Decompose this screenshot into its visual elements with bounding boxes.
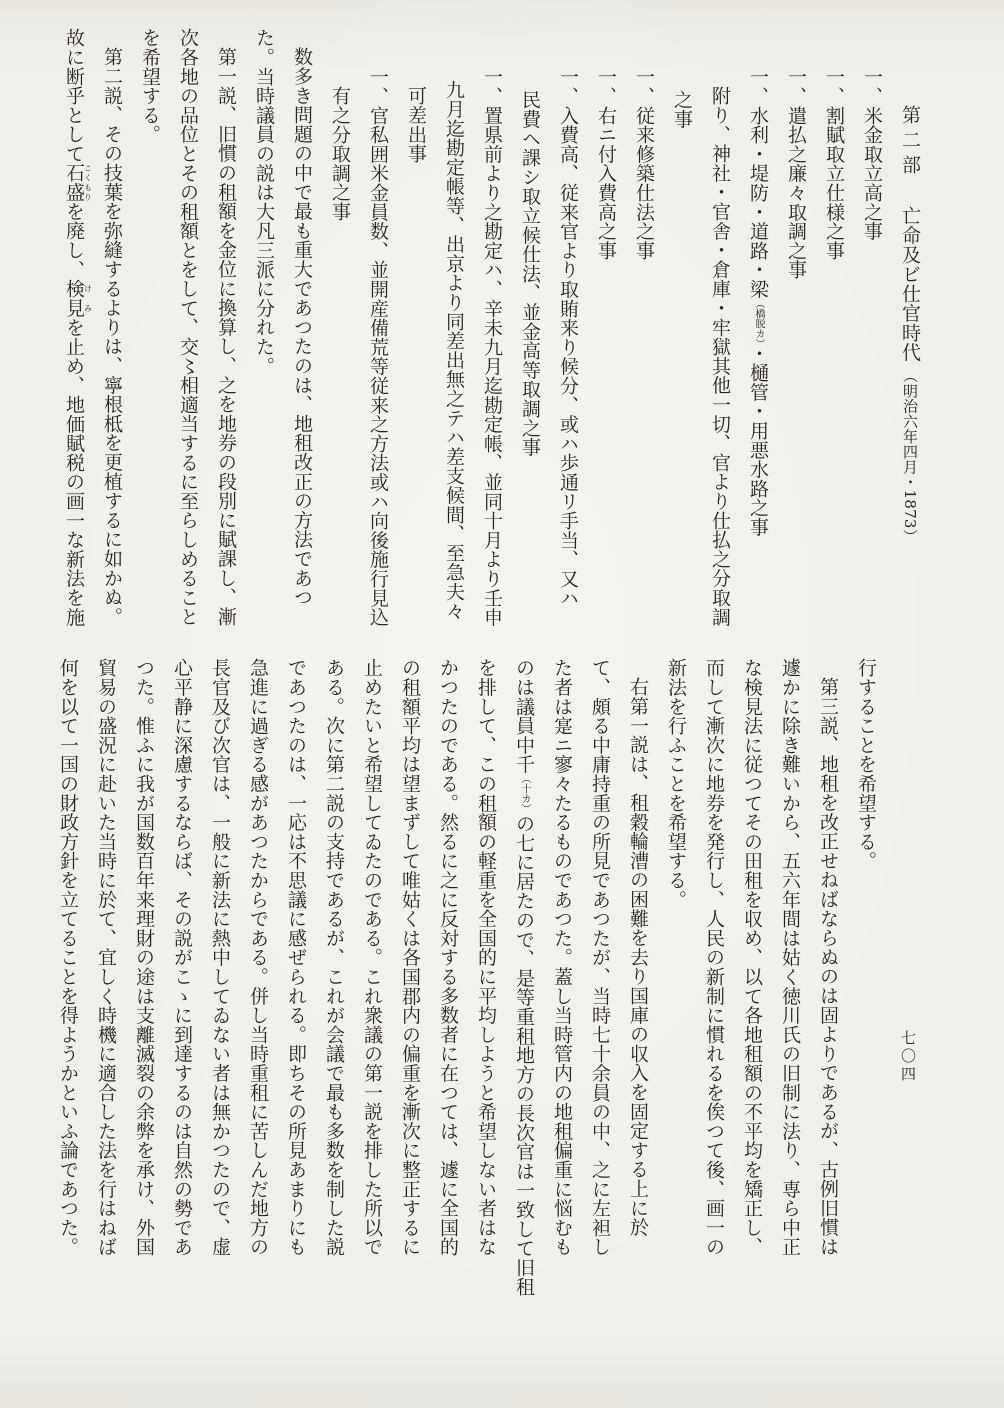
text-column: 一、右ニ付入費高之事 — [595, 66, 617, 260]
text-column: 第一説、旧慣の租額を金位に換算し、之を地券の段別に賦課し、漸 — [215, 47, 237, 627]
text-column: た。当時議員の説は大凡三派に分れた。 — [253, 28, 275, 376]
text-column: を希望する。 — [139, 28, 161, 144]
text-column: 故に断乎として石盛こくもりを廃し、検見けみを止め、地価賦税の画一な新法を施 — [63, 28, 93, 627]
text-column: 一、従来修築仕法之事 — [633, 66, 655, 260]
text-column: 第三説、地租を改正せねばならぬのは固よりであるが、古例旧慣は — [817, 677, 839, 1257]
header-part-label: 第二部 — [899, 105, 921, 181]
text-column: 一、割賦取立仕様之事 — [823, 66, 845, 260]
text-column: 民費ヘ課シ取立候仕法、並金高等取調之事 — [519, 89, 541, 457]
text-column: の租額平均は望まずして唯姑くは各国郡内の偏重を漸次に整正するに — [399, 658, 421, 1257]
ruby-annotated-word: 検見けみ — [63, 278, 93, 318]
text-column: 第二説、その技葉を弥縫するよりは、寧根柢を更植するに如かぬ。 — [101, 47, 123, 627]
text-column: 新法を行ふことを希望する。 — [665, 658, 687, 909]
text-column: 急進に過ぎる感があつたからである。併し当時重租に苦しんだ地方の — [247, 658, 269, 1257]
text-column: た者は寔ニ寥々たるものであつた。蓋し当時管内の地租偏重に悩むも — [551, 658, 573, 1257]
text-column: 之事 — [671, 89, 693, 129]
text-column: 而して漸次に地券を発行し、人民の新制に慣れるを俟つて後、画一の — [703, 658, 725, 1257]
text-column: 遽かに除き難いから、五六年間は姑く徳川氏の旧制に法り、専ら中正 — [779, 658, 801, 1257]
ruby-annotated-word: 石盛こくもり — [63, 163, 93, 202]
text-column: 数多き問題の中で最も重大であつたのは、地租改正の方法であつ — [291, 47, 313, 607]
text-column: 一、官私囲米金員数、並開産備荒等従来之方法或ハ向後施行見込 — [367, 66, 389, 627]
text-column: 貿易の盛況に赴いた当時に於て、宜しく時機に適合した法を行はねば — [95, 658, 117, 1257]
text-column: かつたのである。然るに之に反対する多数者に在つては、遽に全国的 — [437, 658, 459, 1257]
text-column: 一、遣払之廉々取調之事 — [785, 66, 807, 279]
text-column: 一、入費高、従来官より取賄来り候分、或ハ歩通リ手当、又ハ — [557, 66, 579, 607]
text-column: 心平静に深慮するならば、その説がこゝに到達するのは自然の勢であ — [171, 658, 193, 1257]
text-column: 一、水利・堤防・道路・梁（橋脱カ）・樋管・用悪水路之事 — [747, 66, 769, 537]
header-date: （明治六年四月・1873） — [901, 368, 919, 544]
editorial-note: （十カ） — [519, 773, 530, 814]
text-column: を排して、この租額の軽重を全国的に平均しようと希望しない者はな — [475, 658, 497, 1257]
text-column: て、頗る中庸持重の所見であつたが、当時七十余員の中、之に左袒し — [589, 658, 611, 1257]
text-band-bottom — [49, 658, 885, 1297]
text-column: 何を以て一国の財政方針を立てることを得ようかといふ論であつた。 — [57, 658, 79, 1257]
text-column: 長官及び次官は、一般に新法に熱中してゐない者は無かつたので、虚 — [209, 658, 231, 1257]
text-column: な検見法に従つてその田租を収め、以て各地租額の不平均を矯正し、 — [741, 658, 763, 1257]
text-column: 有之分取調之事 — [329, 85, 351, 221]
page-number: 七〇四 — [899, 1030, 917, 1084]
text-column: 一、置県前より之勘定ハ、辛未九月迄勘定帳、並同十月より壬申 — [481, 66, 503, 627]
text-column: 可差出事 — [405, 85, 427, 164]
section-header — [891, 28, 929, 658]
text-column: のは議員中千（十カ）の七に居たので、是等重租地方の長次官は一致して旧租 — [513, 658, 535, 1297]
text-column: 止めたいと希望してゐたのである。これ衆議の第一説を排した所以で — [361, 658, 383, 1257]
text-band-top — [55, 28, 929, 658]
text-column: ある。次に第二説の支持であるが、これが会議で最も多数を制した説 — [323, 658, 345, 1257]
editorial-note: （橋脱カ） — [753, 298, 764, 344]
text-column: 一、米金取立高之事 — [861, 66, 883, 241]
header-title: 亡命及ビ仕官時代 — [899, 206, 921, 363]
text-column: 右第一説は、租穀輪漕の困難を去り国庫の収入を固定する上に於 — [627, 677, 649, 1237]
text-column: つた。惟ふに我が国数百年来理財の途は支離滅裂の余弊を承け、外国 — [133, 658, 155, 1257]
text-column: 附り、神社・官舎・倉庫・牢獄其他一切、官より仕払之分取調 — [709, 85, 731, 627]
text-column: 行することを希望する。 — [855, 658, 877, 871]
text-column: 九月迄勘定帳等、出京より同差出無之テハ差支候間、至急夫々 — [443, 80, 465, 621]
text-column: であつたのは、一応は不思議に感ぜられる。即ちその所見あまりにも — [285, 658, 307, 1257]
text-column: 次各地の品位とその租額とをして、交〻相適当するに至らしめること — [177, 28, 199, 627]
